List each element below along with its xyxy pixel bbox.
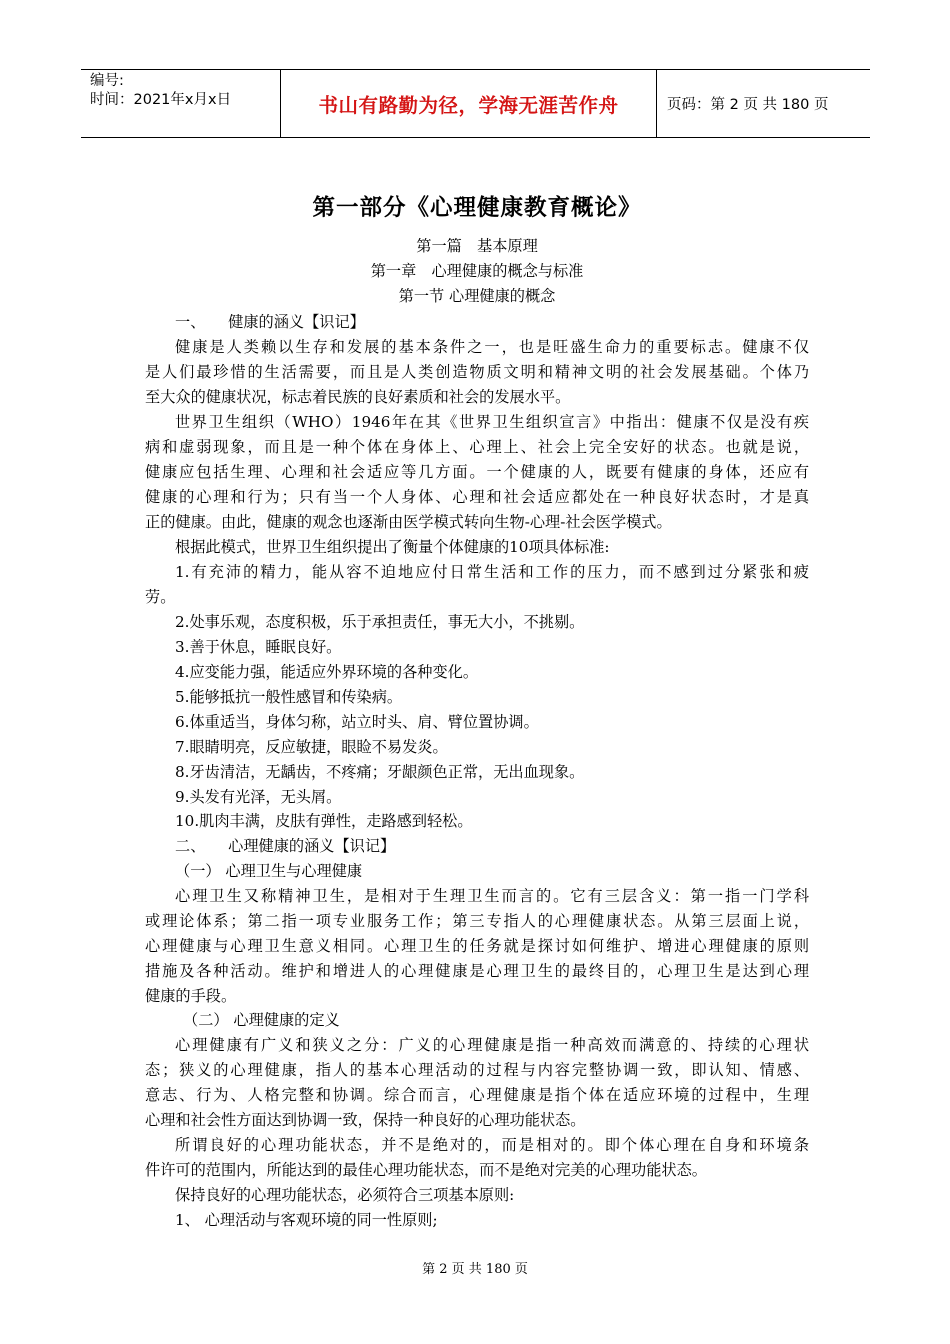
header-left-cell <box>81 70 281 137</box>
document-title: 第一部分《心理健康教育概论》 <box>312 195 642 221</box>
date-label: 时间：2021年x月x日 <box>90 92 232 108</box>
standard-item: 5.能够抵抗一般性感冒和传染病。 <box>175 688 403 706</box>
chapter-heading: 第一章 心理健康的概念与标准 <box>370 262 584 280</box>
heading-2: 二、 心理健康的涵义【识记】 <box>175 837 396 855</box>
standard-item: 6.体重适当，身体匀称，站立时头、肩、臂位置协调。 <box>175 713 539 731</box>
part-heading: 第一篇 基本原理 <box>416 237 538 255</box>
paragraph-line: 心理卫生又称精神卫生，是相对于生理卫生而言的。它有三层含义：第一指一门学科 <box>175 887 809 905</box>
paragraph-line: 病和虚弱现象，而且是一种个体在身体上、心理上、社会上完全安好的状态。也就是说， <box>145 438 809 456</box>
standard-item: 10.肌肉丰满，皮肤有弹性，走路感到轻松。 <box>175 812 473 830</box>
page-footer: 第 2 页 共 180 页 <box>422 1262 528 1277</box>
paragraph-line: 是人们最珍惜的生活需要，而且是人类创造物质文明和精神文明的社会发展基础。个体乃 <box>145 363 809 381</box>
paragraph-line: 态；狭义的心理健康，指人的基本心理活动的过程与内容完整协调一致，即认知、情感、 <box>145 1061 809 1079</box>
page-number-label: 页码：第 2 页 共 180 页 <box>667 97 829 113</box>
paragraph-line: 所谓良好的心理功能状态，并不是绝对的，而是相对的。即个体心理在自身和环境条 <box>175 1136 809 1154</box>
subheading: （一） 心理卫生与心理健康 <box>175 862 363 880</box>
paragraph-line: 保持良好的心理功能状态，必须符合三项基本原则: <box>175 1186 515 1204</box>
standard-item: 2.处事乐观，态度积极，乐于承担责任，事无大小，不挑剔。 <box>175 613 585 631</box>
paragraph-line: 1、 心理活动与客观环境的同一性原则; <box>175 1211 438 1229</box>
paragraph-line: 至大众的健康状况，标志着民族的良好素质和社会的发展水平。 <box>145 388 571 406</box>
paragraph-line: 正的健康。由此，健康的观念也逐渐由医学模式转向生物-心理-社会医学模式。 <box>145 513 672 531</box>
standard-item: 9.头发有光泽，无头屑。 <box>175 788 342 806</box>
header-motto-cell <box>281 70 657 137</box>
paragraph-line: 件许可的范围内，所能达到的最佳心理功能状态，而不是绝对完美的心理功能状态。 <box>145 1161 707 1179</box>
standard-item: 劳。 <box>145 588 176 606</box>
heading-1: 一、 健康的涵义【识记】 <box>175 313 365 331</box>
paragraph-line: 心理健康有广义和狭义之分：广义的心理健康是指一种高效而满意的、持续的心理状 <box>175 1036 809 1054</box>
paragraph-line: 心理和社会性方面达到协调一致，保持一种良好的心理功能状态。 <box>145 1111 586 1129</box>
standard-item: 1.有充沛的精力，能从容不迫地应付日常生活和工作的压力，而不感到过分紧张和疲 <box>175 563 809 581</box>
paragraph-line: 根据此模式，世界卫生组织提出了衡量个体健康的10项具体标准: <box>175 538 610 556</box>
subheading: （二） 心理健康的定义 <box>183 1011 340 1029</box>
header-page-cell <box>657 70 870 137</box>
paragraph-line: 世界卫生组织（WHO）1946年在其《世界卫生组织宣言》中指出：健康不仅是没有疾 <box>175 413 809 431</box>
paragraph-line: 健康的心理和行为；只有当一个人身体、心理和社会适应都处在一种良好状态时，才是真 <box>145 488 809 506</box>
page-header <box>81 69 870 138</box>
standard-item: 3.善于休息，睡眠良好。 <box>175 638 342 656</box>
paragraph-line: 健康的手段。 <box>145 987 237 1005</box>
paragraph-line: 健康应包括生理、心理和社会适应等几方面。一个健康的人，既要有健康的身体，还应有 <box>145 463 809 481</box>
standard-item: 7.眼睛明亮，反应敏捷，眼睑不易发炎。 <box>175 738 448 756</box>
paragraph-line: 心理健康与心理卫生意义相同。心理卫生的任务就是探讨如何维护、增进心理健康的原则 <box>145 937 809 955</box>
paragraph-line: 意志、行为、人格完整和协调。综合而言，心理健康是指个体在适应环境的过程中，生理 <box>145 1086 809 1104</box>
standard-item: 4.应变能力强，能适应外界环境的各种变化。 <box>175 663 479 681</box>
paragraph-line: 或理论体系；第二指一项专业服务工作；第三专指人的心理健康状态。从第三层面上说， <box>145 912 809 930</box>
paragraph-line: 健康是人类赖以生存和发展的基本条件之一，也是旺盛生命力的重要标志。健康不仅 <box>175 338 809 356</box>
standard-item: 8.牙齿清洁，无龋齿，不疼痛；牙龈颜色正常，无出血现象。 <box>175 763 585 781</box>
section-heading: 第一节 心理健康的概念 <box>398 287 556 305</box>
motto: 书山有路勤为径，学海无涯苦作舟 <box>318 93 619 117</box>
serial-label: 编号: <box>90 73 124 89</box>
paragraph-line: 措施及各种活动。维护和增进人的心理健康是心理卫生的最终目的，心理卫生是达到心理 <box>145 962 809 980</box>
